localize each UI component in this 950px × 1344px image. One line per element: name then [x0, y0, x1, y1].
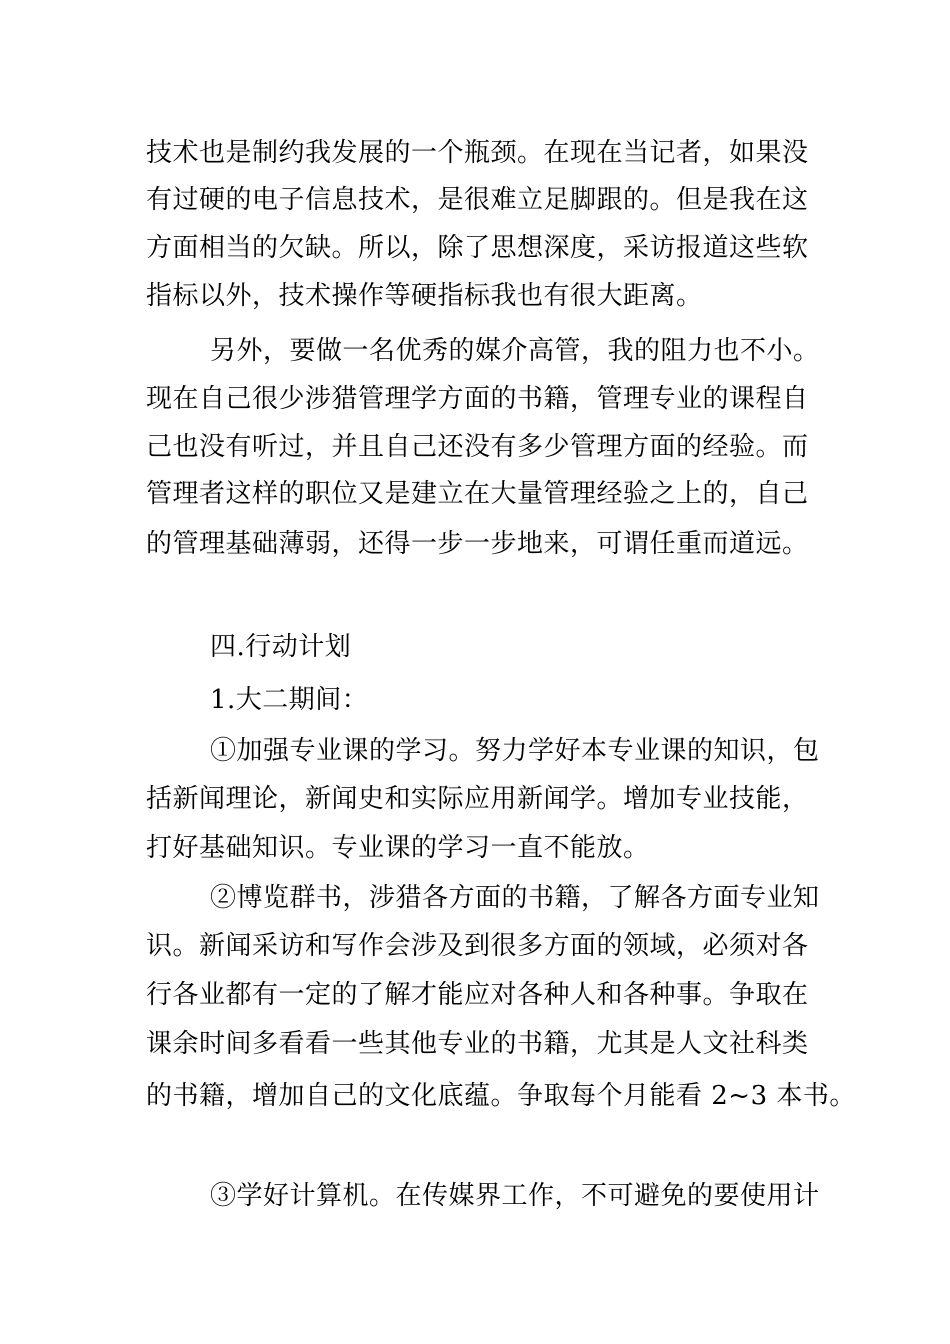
text-line: 技术也是制约我发展的一个瓶颈。在现在当记者，如果没	[146, 138, 809, 168]
text-line: 的管理基础薄弱，还得一步一步地来，可谓任重而道远。	[146, 529, 809, 559]
text-line: 管理者这样的职位又是建立在大量管理经验之上的，自己	[146, 479, 809, 509]
text-line: 的书籍，增加自己的文化底蕴。争取每个月能看 2~3 本书。	[146, 1081, 856, 1111]
text-line: 括新闻理论，新闻史和实际应用新闻学。增加专业技能，	[146, 784, 809, 814]
text-line: 方面相当的欠缺。所以，除了思想深度，采访报道这些软	[146, 233, 809, 263]
list-item-start-line: ②博览群书，涉猎各方面的书籍，了解各方面专业知	[210, 883, 820, 913]
text-line: 课余时间多看看一些其他专业的书籍，尤其是人文社科类	[146, 1029, 809, 1059]
text-line: 己也没有听过，并且自己还没有多少管理方面的经验。而	[146, 432, 809, 462]
text-line: 有过硬的电子信息技术，是很难立足脚跟的。但是我在这	[146, 185, 809, 215]
text-line: 行各业都有一定的了解才能应对各种人和各种事。争取在	[146, 980, 809, 1010]
paragraph-start-line: 另外，要做一名优秀的媒介高管，我的阻力也不小。	[210, 336, 820, 366]
list-item-start-line: ③学好计算机。在传媒界工作，不可避免的要使用计	[210, 1181, 820, 1211]
text-line: 识。新闻采访和写作会涉及到很多方面的领域，必须对各	[146, 931, 809, 961]
subsection-heading: 1.大二期间：	[210, 685, 369, 715]
list-item-start-line: ①加强专业课的学习。努力学好本专业课的知识，包	[210, 736, 820, 766]
section-heading: 四.行动计划	[210, 632, 352, 662]
text-line: 指标以外，技术操作等硬指标我也有很大距离。	[146, 281, 703, 311]
text-line: 现在自己很少涉猎管理学方面的书籍，管理专业的课程自	[146, 384, 809, 414]
text-line: 打好基础知识。专业课的学习一直不能放。	[146, 833, 650, 863]
